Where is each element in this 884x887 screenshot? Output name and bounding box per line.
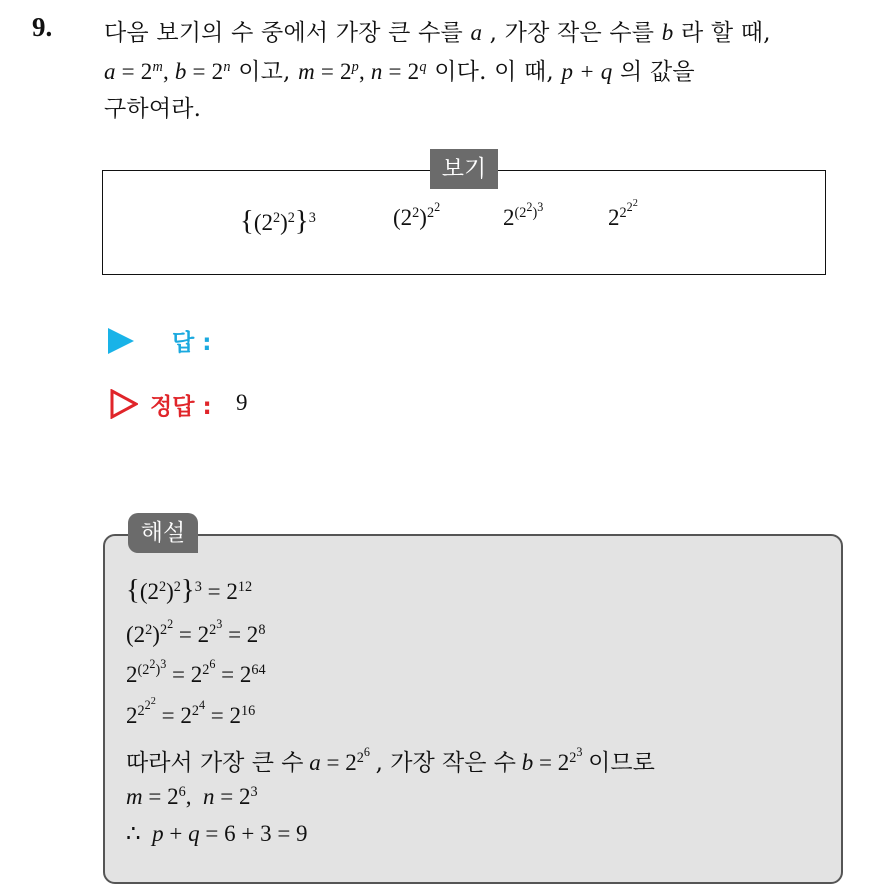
correct-answer-label: 정답 : [150, 394, 212, 420]
correct-answer-play-outline-icon [110, 389, 138, 419]
solution-line-7: ∴ p + q = 6 + 3 = 9 [126, 821, 308, 846]
question-line-2: $a = 2^m$, $b = 2^n$ 이고, $m = 2^p$, $n = 2^q$ 이다. 이 때, p + q 의 값을 [104, 59, 695, 85]
bogi-item-4: $2^{2^{2^2}}$ [608, 197, 638, 230]
answer-play-icon [108, 328, 134, 354]
solution-label: 해설 [128, 513, 198, 553]
bogi-item-3: $2^{(2^2)^3}$ [503, 200, 544, 230]
question-number: 9. [32, 12, 53, 42]
question-line-3: 구하여라. [104, 96, 202, 122]
solution-line-3: $2^{(2^2)^3} = 2^{2^6} = 2^{64}$ [126, 657, 266, 687]
correct-answer-value: 9 [236, 390, 248, 415]
solution-line-4: $2^{2^{2^2}} = 2^{2^4} = 2^{16}$ [126, 695, 256, 728]
therefore-symbol: ∴ [126, 821, 141, 846]
bogi-item-1: $\{(2^2)^2\}^3$ [240, 205, 316, 237]
solution-line-1: $\{(2^2)^2\}^3 = 2^{12}$ [126, 574, 253, 606]
answer-label: 답 : [172, 330, 212, 356]
solution-line-2: $(2^2)^{2^2} = 2^{2^3} = 2^8$ [126, 617, 266, 647]
bogi-label: 보기 [430, 149, 498, 189]
bogi-item-2: $(2^2)^{2^2}$ [393, 200, 441, 230]
solution-line-5: 따라서 가장 큰 수 $a = 2^{2^6}$ , 가장 작은 수 $b = 2^{2^3}$ 이므로 [126, 745, 655, 776]
question-line-1: 다음 보기의 수 중에서 가장 큰 수를 a , 가장 작은 수를 b 라 할 때, [104, 20, 771, 46]
solution-line-6: $m = 2^6$, $n = 2^3$ [126, 784, 258, 809]
